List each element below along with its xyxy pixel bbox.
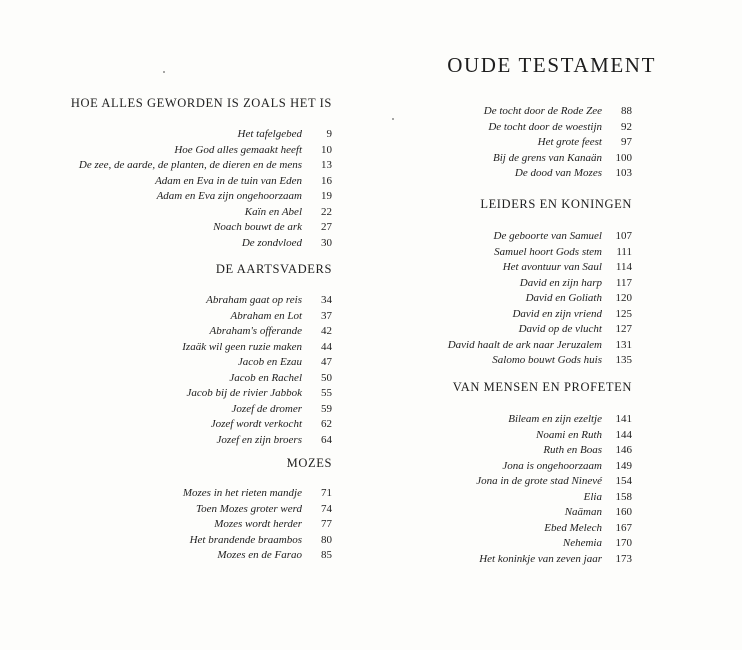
entry-page-number: 100: [615, 151, 632, 164]
toc-entry: [515, 166, 632, 181]
entry-page-number: 74: [321, 502, 332, 515]
toc-entry: [563, 536, 632, 551]
entry-title: Het brandende braambos: [189, 533, 302, 546]
entry-page-number: 144: [615, 428, 632, 441]
toc-entry: [183, 486, 332, 501]
toc-entry: [245, 205, 332, 220]
entry-page-number: 34: [321, 294, 332, 306]
entry-page-number: 13: [321, 159, 332, 171]
entry-page-number: 16: [321, 174, 332, 187]
entry-title: Adam en Eva in de tuin van Eden: [155, 174, 302, 187]
toc-entry: [232, 402, 332, 417]
entry-title: Jacob en Ezau: [237, 356, 302, 368]
entry-title: Bileam en zijn ezeltje: [508, 413, 602, 425]
entry-page-number: 44: [321, 340, 332, 353]
entry-title: David en zijn harp: [519, 276, 602, 289]
entry-page-number: 10: [321, 143, 332, 156]
toc-entry: [476, 474, 632, 489]
entry-title: Naäman: [564, 506, 602, 518]
entry-page-number: 62: [321, 418, 332, 430]
toc-entry: [493, 151, 632, 166]
toc-entry: [512, 307, 632, 322]
entry-page-number: 37: [321, 309, 332, 322]
entry-page-number: 158: [615, 490, 632, 503]
entry-page-number: 146: [615, 444, 632, 456]
entry-page-number: 22: [321, 205, 332, 218]
entry-title: Adam en Eva zijn ongehoorzaam: [156, 190, 302, 202]
toc-entry: [488, 120, 632, 135]
section-heading: LEIDERS EN KONINGEN: [480, 197, 632, 211]
toc-entry: [544, 521, 632, 536]
toc-entry: [242, 236, 332, 251]
toc-entry: [494, 229, 632, 244]
toc-entry: [565, 505, 632, 520]
entry-title: David op de vlucht: [518, 323, 602, 335]
entry-title: Noach bouwt de ark: [213, 221, 302, 233]
entry-page-number: 167: [615, 521, 632, 534]
toc-entry: [187, 386, 332, 401]
entry-title: Kaïn en Abel: [244, 205, 302, 218]
entry-title: Abraham gaat op reis: [206, 294, 302, 306]
entry-page-number: 120: [615, 292, 632, 304]
entry-title: Toen Mozes groter werd: [195, 502, 302, 515]
section-heading: DE AARTSVADERS: [215, 262, 332, 276]
entry-title: Mozes wordt herder: [214, 518, 302, 530]
entry-title: Jozef de dromer: [231, 402, 302, 415]
entry-title: Ebed Melech: [544, 521, 602, 534]
entry-page-number: 173: [615, 552, 632, 565]
toc-entry: [196, 502, 332, 517]
entry-page-number: 135: [615, 354, 632, 366]
entry-title: Jacob bij de rivier Jabbok: [186, 387, 302, 399]
toc-entry: [182, 340, 332, 355]
toc-entry: [520, 276, 632, 291]
entry-page-number: 19: [321, 190, 332, 202]
entry-title: De tocht door de Rode Zee: [483, 105, 602, 117]
entry-page-number: 127: [615, 323, 632, 335]
entry-page-number: 88: [621, 105, 632, 117]
entry-page-number: 42: [321, 325, 332, 337]
entry-page-number: 55: [321, 387, 332, 399]
entry-title: Bij de grens van Kanaän: [493, 151, 602, 164]
entry-page-number: 125: [615, 307, 632, 320]
entry-title: Salomo bouwt Gods huis: [492, 354, 602, 366]
entry-title: David en zijn vriend: [512, 307, 602, 320]
entry-page-number: 107: [615, 230, 632, 242]
toc-entry: [210, 324, 333, 339]
paper-speck: [163, 71, 165, 73]
entry-page-number: 103: [615, 167, 632, 179]
toc-entry: [519, 322, 632, 337]
entry-page-number: 170: [615, 537, 632, 549]
entry-title: De geboorte van Samuel: [493, 230, 602, 242]
entry-title: Abraham's offerande: [209, 325, 302, 337]
toc-entry: [479, 552, 632, 567]
entry-title: Elia: [583, 490, 602, 503]
section-heading: MOZES: [286, 456, 332, 470]
entry-page-number: 85: [321, 549, 332, 561]
entry-title: Nehemia: [562, 537, 602, 549]
toc-entry: [536, 428, 632, 443]
toc-entry: [448, 338, 632, 353]
entry-title: Abraham en Lot: [230, 309, 302, 322]
toc-entry: [494, 245, 632, 260]
entry-page-number: 71: [321, 487, 332, 499]
entry-title: Ruth en Boas: [543, 444, 602, 456]
entry-page-number: 97: [621, 136, 632, 148]
entry-page-number: 30: [321, 236, 332, 249]
toc-entry: [155, 174, 332, 189]
toc-entry: [538, 135, 632, 150]
section-heading: VAN MENSEN EN PROFETEN: [452, 380, 632, 394]
toc-entry: [484, 104, 632, 119]
entry-page-number: 160: [615, 506, 632, 518]
entry-title: Noami en Ruth: [536, 428, 602, 441]
toc-entry: [229, 371, 332, 386]
entry-page-number: 92: [621, 120, 632, 133]
toc-entry: [157, 189, 332, 204]
entry-page-number: 131: [615, 338, 632, 351]
entry-title: Hoe God alles gemaakt heeft: [174, 143, 302, 156]
section-heading: HOE ALLES GEWORDEN IS ZOALS HET IS: [70, 96, 332, 110]
entry-title: Izaäk wil geen ruzie maken: [182, 340, 302, 353]
entry-page-number: 141: [615, 413, 632, 425]
toc-entry: [492, 353, 632, 368]
entry-page-number: 77: [321, 518, 332, 530]
entry-page-number: 47: [321, 356, 332, 368]
toc-entry: [211, 417, 332, 432]
entry-title: Jozef wordt verkocht: [210, 418, 302, 430]
entry-title: De zee, de aarde, de planten, de dieren en de mens: [78, 159, 302, 171]
entry-page-number: 50: [321, 371, 332, 384]
toc-entry: [526, 291, 632, 306]
entry-title: Mozes in het rieten mandje: [182, 487, 302, 499]
page-title: OUDE TESTAMENT: [447, 53, 656, 77]
entry-page-number: 154: [615, 475, 632, 487]
toc-entry: [231, 309, 333, 324]
entry-title: De zondvloed: [241, 236, 302, 249]
toc-entry: [214, 517, 332, 532]
toc-entry: [508, 412, 632, 427]
toc-entry: [502, 459, 632, 474]
entry-title: Het koninkje van zeven jaar: [479, 552, 602, 565]
entry-title: Het grote feest: [537, 136, 602, 148]
entry-title: Mozes en de Farao: [217, 549, 302, 561]
entry-title: De tocht door de woestijn: [488, 120, 602, 133]
entry-title: David haalt de ark naar Jeruzalem: [447, 338, 602, 351]
toc-entry: [238, 127, 332, 142]
toc-entry: [584, 490, 632, 505]
entry-page-number: 59: [321, 402, 332, 415]
entry-title: Samuel hoort Gods stem: [494, 245, 602, 258]
entry-page-number: 64: [321, 433, 332, 446]
entry-title: Jona in de grote stad Ninevé: [476, 475, 602, 487]
entry-page-number: 27: [321, 221, 332, 233]
entry-page-number: 9: [326, 128, 332, 140]
toc-entry: [543, 443, 632, 458]
entry-title: Het tafelgebed: [237, 128, 302, 140]
paper-speck: [392, 118, 394, 120]
entry-page-number: 114: [615, 261, 632, 273]
toc-entry: [217, 548, 332, 563]
entry-page-number: 149: [615, 459, 632, 472]
toc-entry: [217, 433, 332, 448]
toc-entry: [503, 260, 632, 275]
toc-entry: [190, 533, 332, 548]
toc-entry: [206, 293, 332, 308]
toc-entry: [213, 220, 332, 235]
toc-entry: [238, 355, 332, 370]
entry-page-number: 111: [616, 245, 632, 258]
entry-title: Jacob en Rachel: [229, 371, 302, 384]
entry-page-number: 117: [615, 276, 632, 289]
toc-entry: [79, 158, 332, 173]
entry-title: Jona is ongehoorzaam: [502, 459, 602, 472]
entry-title: David en Goliath: [525, 292, 602, 304]
toc-entry: [174, 143, 332, 158]
entry-title: Jozef en zijn broers: [216, 433, 302, 446]
entry-page-number: 80: [321, 533, 332, 546]
entry-title: Het avontuur van Saul: [502, 261, 602, 273]
entry-title: De dood van Mozes: [514, 167, 602, 179]
